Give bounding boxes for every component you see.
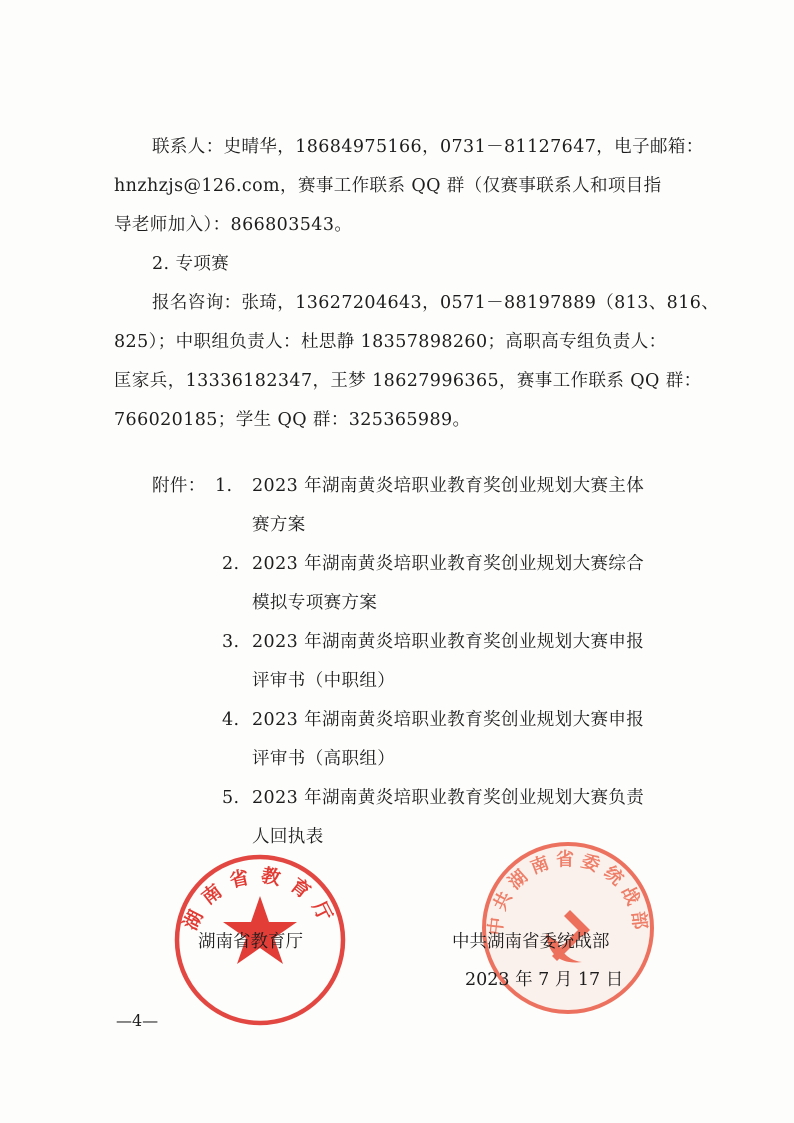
attachment-5-num: 5. — [222, 788, 240, 808]
attachment-2-num: 2. — [222, 554, 240, 574]
right-seal-text: 中共湖南省委统战部 — [485, 849, 651, 937]
attachment-5-line-1: 2023 年湖南黄炎培职业教育奖创业规划大赛负责 — [252, 788, 645, 808]
attachment-4-line-2: 评审书（高职组） — [252, 749, 396, 769]
page-number: —4— — [116, 1011, 159, 1030]
attachment-2-line-2: 模拟专项赛方案 — [252, 593, 378, 613]
attachments-label: 附件： — [152, 476, 206, 496]
left-seal-text: 湖南省教育厅 — [179, 864, 341, 934]
special-heading: 2. 专项赛 — [152, 254, 230, 274]
attachment-1-line-2: 赛方案 — [252, 515, 306, 535]
attachment-3-line-1: 2023 年湖南黄炎培职业教育奖创业规划大赛申报 — [252, 632, 645, 652]
contact-line-3: 导老师加入）：866803543。 — [114, 215, 353, 235]
attachment-3-line-2: 评审书（中职组） — [252, 671, 396, 691]
special-line-2: 825）；中职组负责人：杜思静 18357898260；高职高专组负责人： — [114, 332, 667, 352]
attachment-4-line-1: 2023 年湖南黄炎培职业教育奖创业规划大赛申报 — [252, 710, 645, 730]
signature-united-front: 中共湖南省委统战部 — [452, 932, 610, 952]
attachment-3-num: 3. — [222, 632, 240, 652]
special-line-1: 报名咨询：张琦，13627204643，0571－88197889（813、816、 — [152, 293, 720, 313]
contact-line-2: hnzhzjs@126.com，赛事工作联系 QQ 群（仅赛事联系人和项目指 — [114, 176, 662, 196]
attachment-5-line-2: 人回执表 — [252, 827, 324, 847]
attachment-1-num: 1. — [215, 476, 233, 496]
signature-date: 2023 年 7 月 17 日 — [465, 970, 624, 990]
attachment-1-line-1: 2023 年湖南黄炎培职业教育奖创业规划大赛主体 — [252, 476, 645, 496]
attachment-2-line-1: 2023 年湖南黄炎培职业教育奖创业规划大赛综合 — [252, 554, 645, 574]
attachment-4-num: 4. — [222, 710, 240, 730]
special-line-4: 766020185；学生 QQ 群：325365989。 — [114, 410, 471, 430]
contact-line-1: 联系人：史晴华，18684975166，0731－81127647，电子邮箱： — [152, 137, 704, 157]
special-line-3: 匡家兵，13336182347，王梦 18627996365，赛事工作联系 QQ 群： — [114, 371, 702, 391]
signature-education-department: 湖南省教育厅 — [198, 932, 303, 952]
